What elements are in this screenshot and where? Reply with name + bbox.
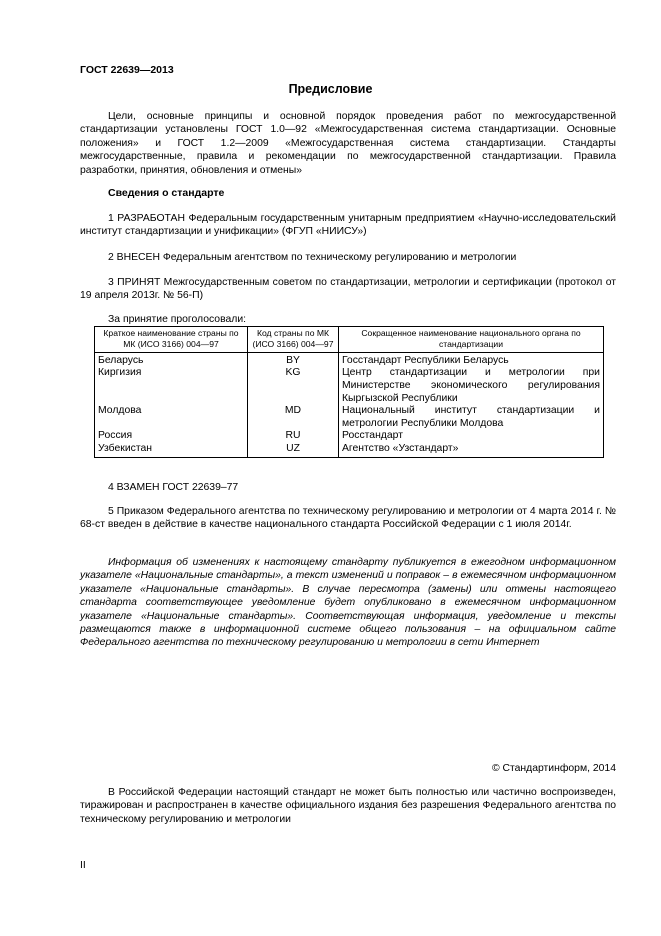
vote-table: [94, 326, 604, 458]
country-cell: Узбекистан: [95, 443, 248, 457]
item-replaces: 4 ВЗАМЕН ГОСТ 22639–77: [108, 482, 239, 493]
country-cell: Молдова: [95, 405, 248, 430]
vote-caption: За принятие проголосовали:: [108, 314, 247, 325]
body-cell: Росстандарт: [339, 430, 604, 443]
country-cell: Россия: [95, 430, 248, 443]
table-row: [95, 405, 604, 430]
body-cell: Национальный институт стандартизации и метрологии Республики Молдова: [339, 405, 604, 430]
intro-paragraph: Цели, основные принципы и основной порядок проведения работ по межгосударственной стандартизации установлены ГОСТ 1.0—92 «Межгосударственная система стандартизации. Основные положения» и ГОСТ 1.2—2009 «Межгосударственная система стандартизации. Стандарты межгосударственные, правила и рекомендации по межгосударственной стандартизации. Правила разработки, принятия, обновления и отмены»: [80, 111, 616, 176]
table-header-row: [95, 327, 604, 353]
item-developed: 1 РАЗРАБОТАН Федеральным государственным унитарным предприятием «Научно-исследовательский институт стандартизации и унификации» (ФГУП «НИИСУ»): [80, 213, 616, 238]
country-cell: Беларусь: [95, 352, 248, 367]
country-cell: Киргизия: [95, 367, 248, 405]
table-row: [95, 430, 604, 443]
table-row: [95, 443, 604, 457]
code-cell: RU: [248, 430, 339, 443]
body-cell: Агентство «Узстандарт»: [339, 443, 604, 457]
code-cell: KG: [248, 367, 339, 405]
table-header-country: Краткое наименование страны по МК (ИСО 3166) 004—97: [95, 327, 248, 353]
body-cell: Госстандарт Республики Беларусь: [339, 352, 604, 367]
body-cell: Центр стандартизации и метрологии при Министерстве экономического регулирования Кыргызской Республики: [339, 367, 604, 405]
code-cell: UZ: [248, 443, 339, 457]
item-adopted: 3 ПРИНЯТ Межгосударственным советом по стандартизации, метрологии и сертификации (протокол от 19 апреля 2013г. № 56-П): [80, 277, 616, 302]
page-title: Предисловие: [288, 82, 373, 96]
item-submitted: 2 ВНЕСЕН Федеральным агентством по техническому регулированию и метрологии: [108, 252, 517, 263]
standard-code: ГОСТ 22639—2013: [80, 64, 174, 76]
page-number: II: [80, 860, 86, 871]
code-cell: BY: [248, 352, 339, 367]
table-header-code: Код страны по МК (ИСО 3166) 004—97: [248, 327, 339, 353]
changes-notice: Информация об изменениях к настоящему стандарту публикуется в ежегодном информационном указателе «Национальные стандарты», а текст изменений и поправок – в ежемесячном информационном указателе «Национальные стандарты». В случае пересмотра (замены) или отмены настоящего стандарта соответствующее уведомление будет опубликовано в ежемесячном информационном указателе «Национальные стандарты». Соответствующая информация, уведомление и тексты размещаются также в информационной системе общего пользования – на официальном сайте Федерального агентства по техническому регулированию и метрологии в сети Интернет: [80, 557, 616, 649]
copyright-line: © Стандартинформ, 2014: [491, 763, 616, 774]
table-row: [95, 352, 604, 367]
reprint-notice: В Российской Федерации настоящий стандарт не может быть полностью или частично воспроизведен, тиражирован и распространен в качестве официального издания без разрешения Федерального агентства по техническому регулированию и метрологии: [80, 787, 616, 825]
code-cell: MD: [248, 405, 339, 430]
info-heading: Сведения о стандарте: [108, 187, 225, 199]
table-row: [95, 367, 604, 405]
item-enacted: 5 Приказом Федерального агентства по техническому регулированию и метрологии от 4 марта 2014 г. № 68-ст введен в действие в качестве национального стандарта Российской Федерации с 1 июля 2014г.: [80, 506, 616, 531]
table-header-body: Сокращенное наименование национального органа по стандартизации: [339, 327, 604, 353]
